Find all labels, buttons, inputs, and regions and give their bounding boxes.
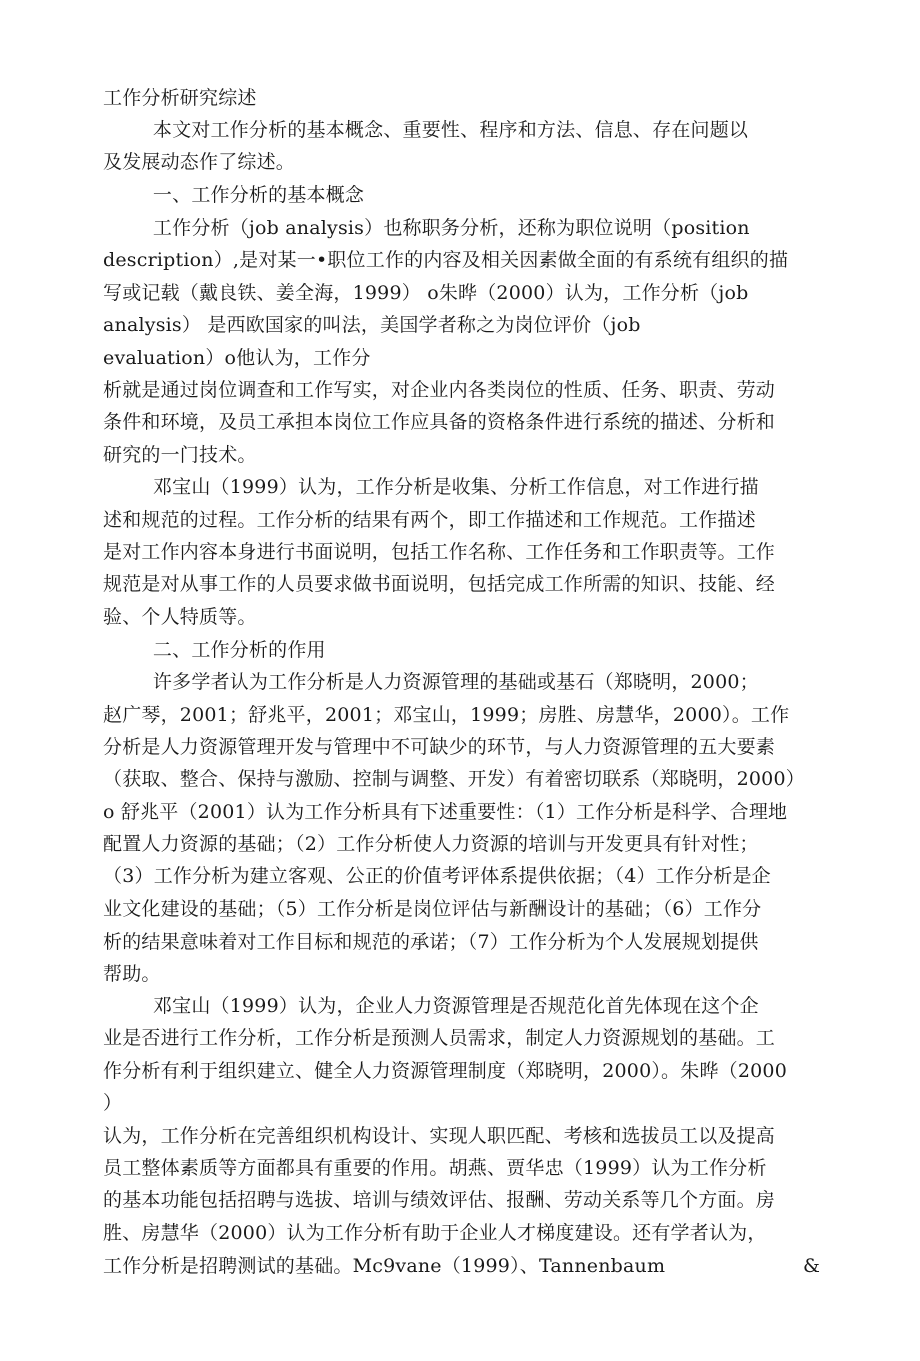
text-line: 述和规范的过程。工作分析的结果有两个，即工作描述和工作规范。工作描述 xyxy=(103,509,756,531)
text-line: 本文对工作分析的基本概念、重要性、程序和方法、信息、存在问题以 xyxy=(103,119,749,141)
text-line: 是对工作内容本身进行书面说明，包括工作名称、工作任务和工作职责等。工作 xyxy=(103,541,776,563)
trailing-ampersand: & xyxy=(803,1255,820,1277)
text-line: ） xyxy=(103,1092,123,1114)
text-line: （获取、整合、保持与激励、控制与调整、开发）有着密切联系（郑晓明，2000） xyxy=(103,768,805,790)
text-line: 及发展动态作了综述。 xyxy=(103,151,296,173)
text-line: o 舒兆平（2001）认为工作分析具有下述重要性：（1）工作分析是科学、合理地 xyxy=(103,801,788,823)
text-line: （3）工作分析为建立客观、公正的价值考评体系提供依据；（4）工作分析是企 xyxy=(103,865,771,887)
text-line: 一、工作分析的基本概念 xyxy=(103,184,365,206)
text-line: 胜、房慧华（2000）认为工作分析有助于企业人才梯度建设。还有学者认为， xyxy=(103,1222,767,1244)
text-line: 析就是通过岗位调查和工作写实，对企业内各类岗位的性质、任务、职责、劳动 xyxy=(103,379,776,401)
text-line: 作分析有利于组织建立、健全人力资源管理制度（郑晓明，2000）。朱晔（2000 xyxy=(103,1060,788,1082)
text-line: 认为，工作分析在完善组织机构设计、实现人职匹配、考核和选拔员工以及提高 xyxy=(103,1125,776,1147)
text-line: 的基本功能包括招聘与选拔、培训与绩效评估、报酬、劳动关系等几个方面。房 xyxy=(103,1189,776,1211)
text-line: 工作分析（job analysis）也称职务分析，还称为职位说明（position xyxy=(103,217,750,239)
text-line: 赵广琴，2001；舒兆平，2001；邓宝山，1999；房胜、房慧华，2000）。工作 xyxy=(103,704,790,726)
text-line: 二、工作分析的作用 xyxy=(103,639,326,661)
text-line: 配置人力资源的基础；（2）工作分析使人力资源的培训与开发更具有针对性； xyxy=(103,833,759,855)
text-line: 业文化建设的基础；（5）工作分析是岗位评估与新酬设计的基础；（6）工作分 xyxy=(103,898,762,920)
text-line: 规范是对从事工作的人员要求做书面说明，包括完成工作所需的知识、技能、经 xyxy=(103,573,776,595)
text-line: 许多学者认为工作分析是人力资源管理的基础或基石（郑晓明，2000； xyxy=(103,671,759,693)
text-line: 分析是人力资源管理开发与管理中不可缺少的环节，与人力资源管理的五大要素 xyxy=(103,736,776,758)
text-line: 条件和环境，及员工承担本岗位工作应具备的资格条件进行系统的描述、分析和 xyxy=(103,411,776,433)
text-line: 验、个人特质等。 xyxy=(103,606,257,628)
text-line: description）,是对某一•职位工作的内容及相关因素做全面的有系统有组织的描 xyxy=(103,249,789,271)
text-line: 研究的一门技术。 xyxy=(103,444,257,466)
document-title: 工作分析研究综述 xyxy=(103,87,257,109)
text-line: 写或记载（戴良铁、姜全海，1999） o朱晔（2000）认为，工作分析（job xyxy=(103,282,749,304)
text-line: 析的结果意味着对工作目标和规范的承诺；（7）工作分析为个人发展规划提供 xyxy=(103,931,759,953)
text-line: evaluation）o他认为，工作分 xyxy=(103,347,371,369)
text-line: 邓宝山（1999）认为，工作分析是收集、分析工作信息，对工作进行描 xyxy=(103,476,759,498)
text-line: 帮助。 xyxy=(103,963,161,985)
text-line: 员工整体素质等方面都具有重要的作用。胡燕、贾华忠（1999）认为工作分析 xyxy=(103,1157,767,1179)
text-line: 工作分析是招聘测试的基础。Mc9vane（1999）、Tannenbaum xyxy=(103,1255,666,1277)
text-line: analysis） 是西欧国家的叫法，美国学者称之为岗位评价（job xyxy=(103,314,641,336)
text-line: 业是否进行工作分析，工作分析是预测人员需求，制定人力资源规划的基础。工 xyxy=(103,1027,776,1049)
text-line: 邓宝山（1999）认为，企业人力资源管理是否规范化首先体现在这个企 xyxy=(103,995,759,1017)
